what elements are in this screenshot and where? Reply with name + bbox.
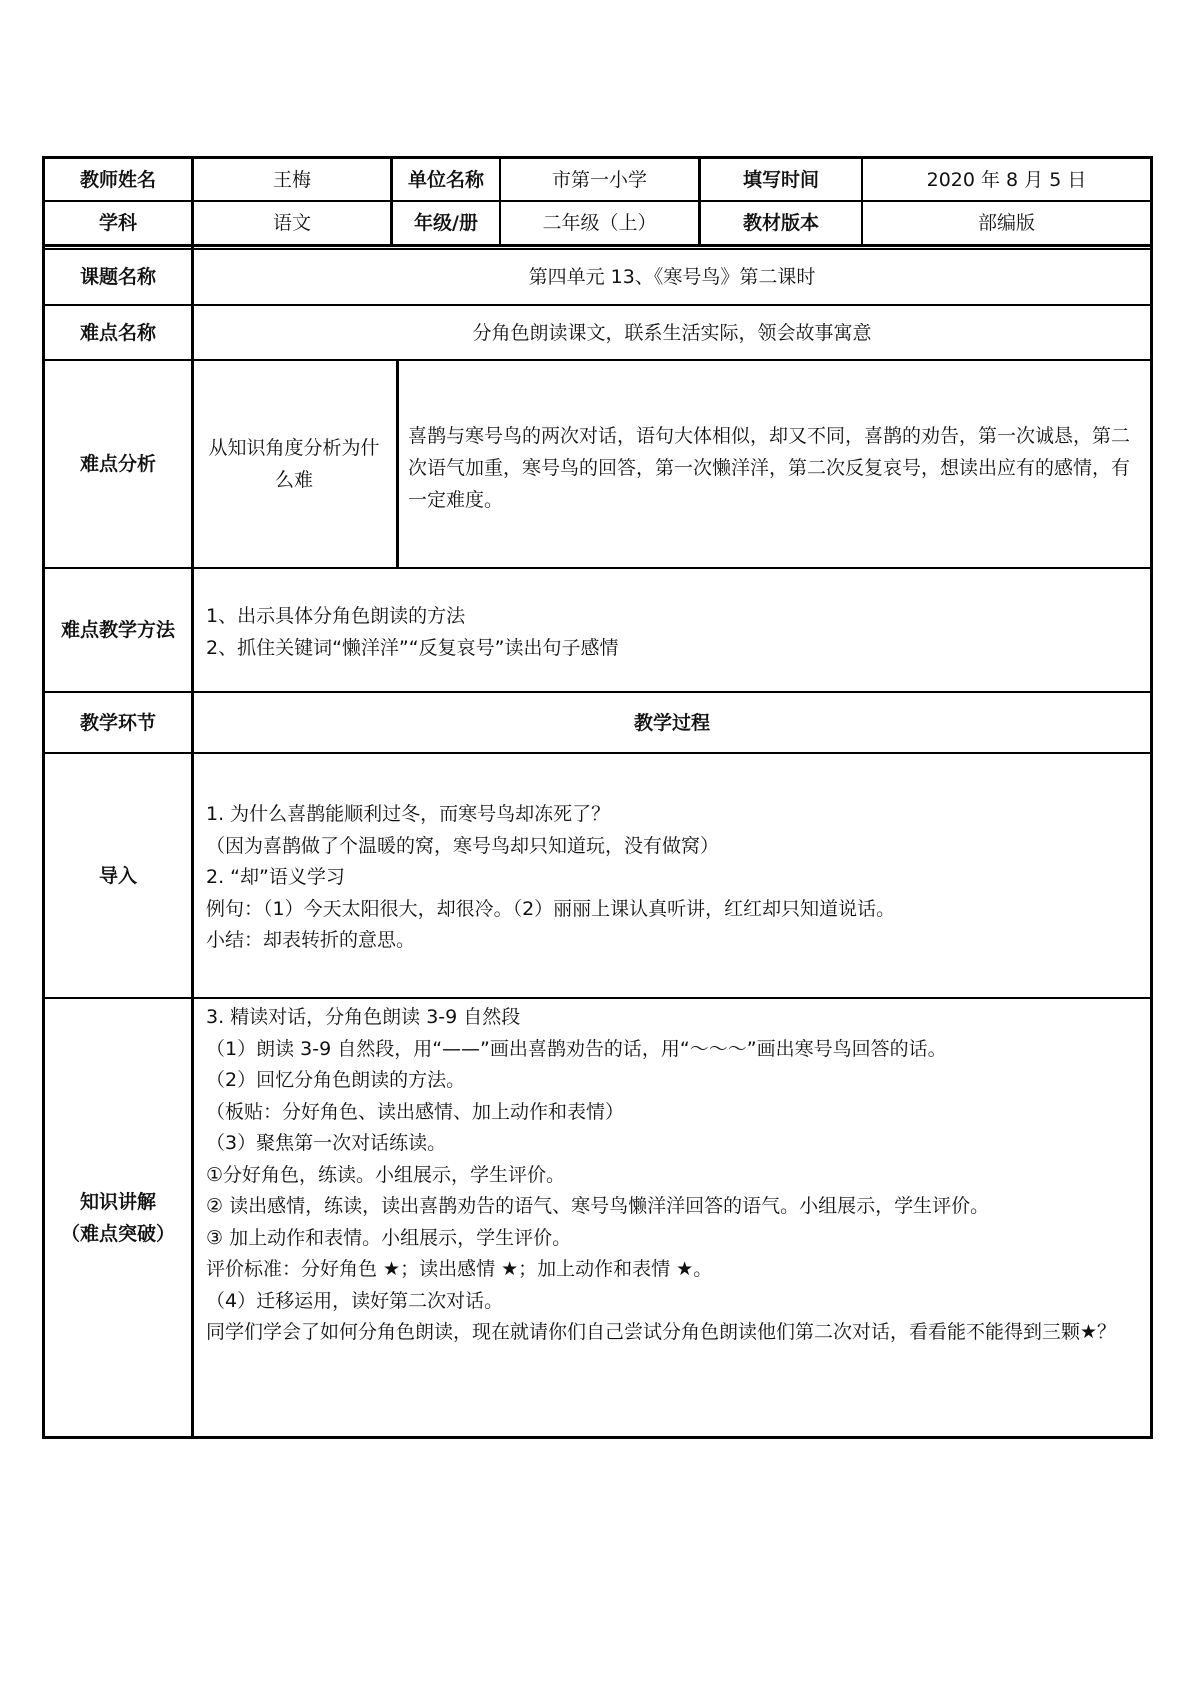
knowledge-line-2: （1）朗读 3-9 自然段，用“——”画出喜鹊劝告的话，用“～～～”画出寒号鸟回答的话。 (206, 1037, 947, 1060)
table-border-bottom (42, 1436, 1153, 1439)
knowledge-line-3: （2）回忆分角色朗读的方法。 (206, 1069, 466, 1091)
knowledge-label-line-2: （难点突破） (60, 1222, 175, 1245)
knowledge-line-1: 3. 精读对话，分角色朗读 3-9 自然段 (206, 1006, 521, 1028)
edition-label: 教材版本 (742, 212, 819, 234)
knowledge-line-9: 评价标准：分好角色 ★；读出感情 ★；加上动作和表情 ★。 (206, 1258, 713, 1280)
intro-line-3: 2. “却”语义学习 (206, 866, 345, 888)
fill-time-label: 填写时间 (742, 168, 819, 191)
unit-name-value: 市第一小学 (551, 168, 647, 191)
fill-time-value: 2020 年 8 月 5 日 (926, 168, 1087, 191)
difficulty-value: 分角色朗读课文，联系生活实际，领会故事寓意 (472, 321, 872, 344)
analysis-paragraph: 喜鹊与寒号鸟的两次对话，语句大体相似，却又不同，喜鹊的劝告，第一次诚恳，第二次语气加重，寒号鸟的回答，第一次懒洋洋，第二次反复哀号，想读出应有的感情，有一定难度。 (408, 425, 1131, 511)
knowledge-line-11: 同学们学会了如何分角色朗读，现在就请你们自己尝试分角色朗读他们第二次对话，看看能不能得到三颗★？ (206, 1321, 1117, 1343)
subject-value: 语文 (272, 212, 311, 234)
analysis-label: 难点分析 (79, 453, 156, 475)
intro-line-2: （因为喜鹊做了个温暖的窝，寒号鸟却只知道玩，没有做窝） (206, 834, 720, 857)
knowledge-label (45, 999, 191, 1436)
knowledge-line-10: （4）迁移运用，读好第二次对话。 (206, 1289, 504, 1312)
difficulty-label: 难点名称 (79, 321, 156, 344)
teacher-name-value: 王梅 (272, 168, 311, 191)
knowledge-label-line-1: 知识讲解 (79, 1190, 156, 1213)
row-divider (42, 244, 1153, 247)
method-line-2: 2、抓住关键词“懒洋洋”“反复哀号”读出句子感情 (206, 636, 619, 659)
method-text (206, 601, 1136, 664)
intro-line-1: 1. 为什么喜鹊能顺利过冬，而寒号鸟却冻死了？ (206, 803, 611, 825)
knowledge-line-5: （3）聚焦第一次对话练读。 (206, 1132, 447, 1154)
method-line-1: 1、出示具体分角色朗读的方法 (206, 605, 466, 627)
intro-label: 导入 (98, 864, 137, 887)
unit-name-label: 单位名称 (407, 168, 484, 191)
grade-label: 年级/册 (414, 212, 478, 234)
analysis-sub-label: 从知识角度分析为什么难 (208, 437, 380, 491)
column-divider (396, 359, 399, 569)
edition-value: 部编版 (977, 212, 1035, 234)
row-divider (42, 567, 1153, 569)
row-divider (42, 997, 1153, 999)
knowledge-line-6: ①分好角色，练读。小组展示，学生评价。 (206, 1163, 566, 1186)
process-header-value: 教学过程 (633, 711, 710, 734)
knowledge-line-8: ③ 加上动作和表情。小组展示，学生评价。 (206, 1226, 572, 1249)
intro-line-4: 例句：（1）今天太阳很大，却很冷。（2）丽丽上课认真听讲，红红却只知道说话。 (206, 897, 896, 920)
intro-line-5: 小结：却表转折的意思。 (206, 929, 416, 951)
method-label: 难点教学方法 (60, 619, 175, 641)
subject-label: 学科 (98, 212, 137, 234)
table-border-right (1150, 156, 1153, 1439)
process-section-label: 教学环节 (79, 711, 156, 734)
intro-text (206, 799, 1141, 957)
analysis-text (408, 420, 1143, 516)
knowledge-text (206, 1002, 1141, 1349)
topic-value: 第四单元 13、《寒号鸟》第二课时 (528, 266, 816, 288)
knowledge-line-4: （板贴：分好角色、读出感情、加上动作和表情） (206, 1100, 625, 1123)
teacher-name-label: 教师姓名 (79, 168, 156, 191)
grade-value: 二年级（上） (542, 212, 657, 234)
topic-label: 课题名称 (79, 266, 156, 288)
knowledge-line-7: ② 读出感情，练读，读出喜鹊劝告的语气、寒号鸟懒洋洋回答的语气。小组展示，学生评价。 (206, 1195, 990, 1217)
row-divider (42, 752, 1153, 754)
